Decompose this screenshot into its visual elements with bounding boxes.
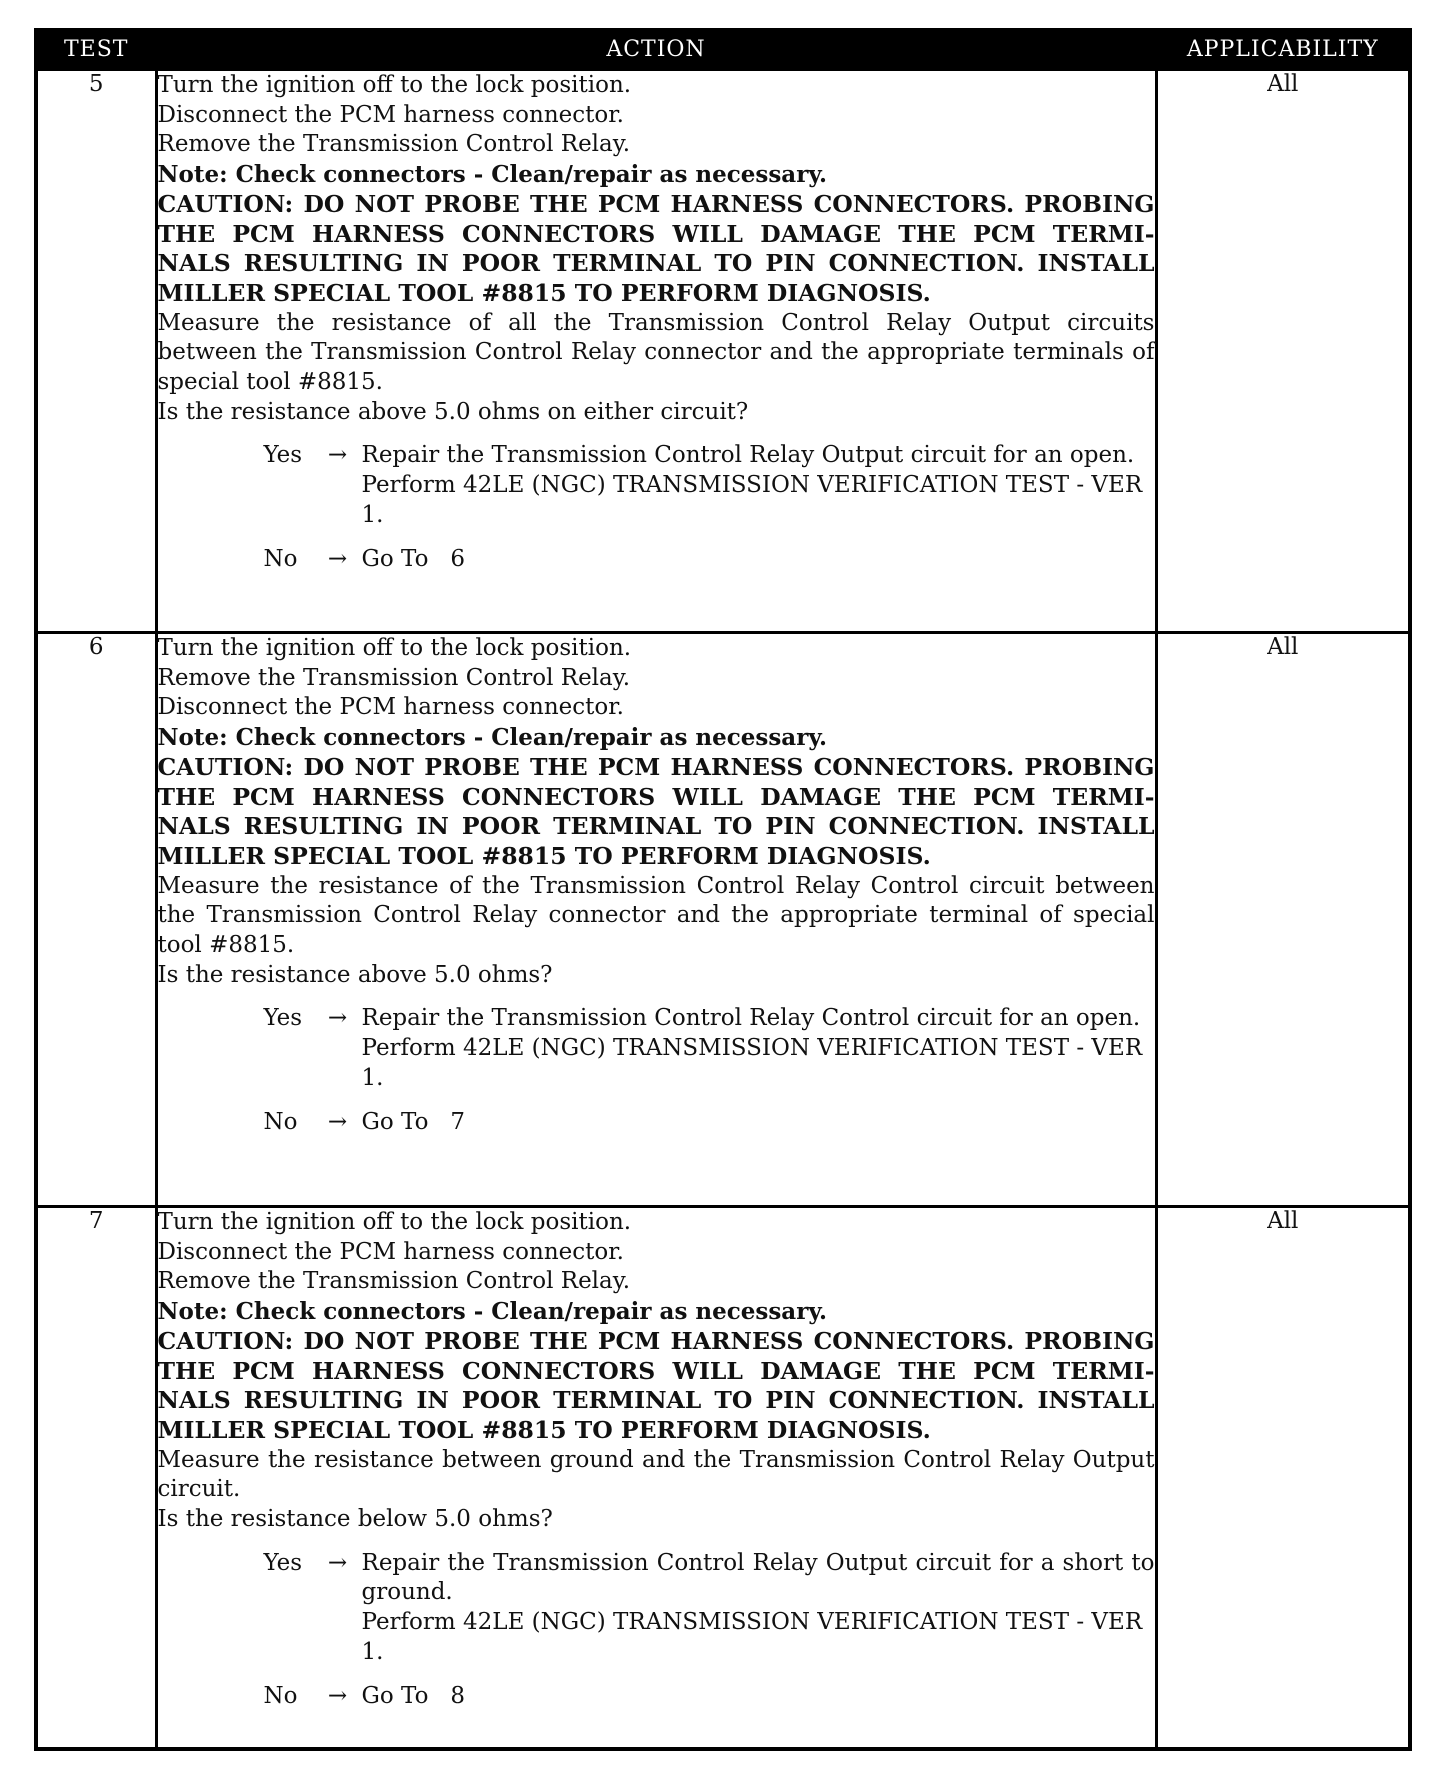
yes-branch	[264, 1004, 1155, 1093]
measure-instruction: Measure the resistance of all the Transmission Control Relay Output circuits between the Transmission Control Relay connector and the appropriate terminals of special tool #8815.	[157, 309, 1155, 396]
goto-instruction: Go To 6	[361, 545, 465, 572]
table-header-row	[36, 30, 1410, 70]
step: Disconnect the PCM harness connector.	[157, 101, 624, 128]
no-label: No	[263, 1682, 298, 1709]
test-number: 6	[36, 633, 156, 1207]
test-number: 5	[36, 70, 156, 633]
no-label: No	[263, 1108, 298, 1135]
no-branch	[264, 1108, 1155, 1138]
action-cell	[156, 1207, 1156, 1749]
step: Turn the ignition off to the lock position.	[157, 635, 632, 661]
no-label: No	[263, 545, 298, 572]
arrow-right-icon: →	[327, 1549, 348, 1576]
note-text: Note: Check connectors - Clean/repair as necessary.	[157, 1298, 828, 1326]
yes-branch	[264, 441, 1155, 530]
caution-text: CAUTION: DO NOT PROBE THE PCM HARNESS CONNECTORS. PROBING THE PCM HARNESS CONNECTORS WILL DAMAGE THE PCM TERMI-NALS RESULTING IN POOR TERMINAL TO PIN CONNECTION. INSTALL MILLER SPECIAL TOOL #8815 TO PERFORM DIAGNOSIS.	[157, 1326, 1155, 1444]
step: Remove the Transmission Control Relay.	[157, 131, 630, 158]
yes-label: Yes	[263, 442, 303, 469]
step: Disconnect the PCM harness connector.	[157, 694, 624, 721]
action-cell	[156, 70, 1156, 633]
step: Remove the Transmission Control Relay.	[157, 1268, 630, 1295]
table-row	[36, 1207, 1410, 1749]
note-text: Note: Check connectors - Clean/repair as necessary.	[157, 724, 828, 752]
no-branch	[264, 1682, 1155, 1712]
no-branch	[264, 545, 1155, 575]
test-number: 7	[36, 1207, 156, 1749]
table-row	[36, 70, 1410, 633]
repair-instruction: Repair the Transmission Control Relay Output circuit for a short to ground.	[361, 1549, 1155, 1606]
header-test: TEST	[36, 30, 156, 70]
arrow-right-icon: →	[327, 1005, 348, 1032]
goto-instruction: Go To 7	[361, 1108, 465, 1135]
test-question: Is the resistance above 5.0 ohms on either circuit?	[157, 398, 749, 425]
test-question: Is the resistance below 5.0 ohms?	[157, 1506, 553, 1533]
yes-branch	[264, 1549, 1155, 1668]
arrow-right-icon: →	[327, 1108, 348, 1135]
measure-instruction: Measure the resistance of the Transmission Control Relay Control circuit between the Transmission Control Relay connector and the appropriate terminal of special tool #8815.	[157, 872, 1155, 959]
applicability-value: All	[1156, 633, 1410, 1207]
yes-label: Yes	[263, 1005, 303, 1032]
table-row	[36, 633, 1410, 1207]
step: Disconnect the PCM harness connector.	[157, 1238, 624, 1265]
caution-text: CAUTION: DO NOT PROBE THE PCM HARNESS CONNECTORS. PROBING THE PCM HARNESS CONNECTORS WILL DAMAGE THE PCM TERMI-NALS RESULTING IN POOR TERMINAL TO PIN CONNECTION. INSTALL MILLER SPECIAL TOOL #8815 TO PERFORM DIAGNOSIS.	[157, 752, 1155, 870]
arrow-right-icon: →	[327, 442, 348, 469]
verification-instruction: Perform 42LE (NGC) TRANSMISSION VERIFICATION TEST - VER 1.	[361, 472, 1143, 528]
note-text: Note: Check connectors - Clean/repair as necessary.	[157, 161, 828, 189]
arrow-right-icon: →	[327, 1682, 348, 1709]
diagnostic-test-table	[34, 28, 1412, 1751]
action-cell	[156, 633, 1156, 1207]
verification-instruction: Perform 42LE (NGC) TRANSMISSION VERIFICATION TEST - VER 1.	[361, 1609, 1143, 1665]
repair-instruction: Repair the Transmission Control Relay Output circuit for an open.	[361, 442, 1135, 469]
header-applicability: APPLICABILITY	[1156, 30, 1410, 70]
yes-label: Yes	[263, 1549, 303, 1576]
step: Remove the Transmission Control Relay.	[157, 664, 630, 691]
step: Turn the ignition off to the lock position.	[157, 72, 632, 98]
repair-instruction: Repair the Transmission Control Relay Control circuit for an open.	[361, 1005, 1141, 1032]
caution-text: CAUTION: DO NOT PROBE THE PCM HARNESS CONNECTORS. PROBING THE PCM HARNESS CONNECTORS WILL DAMAGE THE PCM TERMI-NALS RESULTING IN POOR TERMINAL TO PIN CONNECTION. INSTALL MILLER SPECIAL TOOL #8815 TO PERFORM DIAGNOSIS.	[157, 189, 1155, 307]
applicability-value: All	[1156, 70, 1410, 633]
goto-instruction: Go To 8	[361, 1682, 465, 1709]
arrow-right-icon: →	[327, 545, 348, 572]
test-question: Is the resistance above 5.0 ohms?	[157, 961, 553, 988]
measure-instruction: Measure the resistance between ground and the Transmission Control Relay Output circuit.	[157, 1446, 1155, 1503]
applicability-value: All	[1156, 1207, 1410, 1749]
verification-instruction: Perform 42LE (NGC) TRANSMISSION VERIFICATION TEST - VER 1.	[361, 1035, 1143, 1091]
step: Turn the ignition off to the lock position.	[157, 1209, 632, 1235]
header-action: ACTION	[156, 30, 1156, 70]
